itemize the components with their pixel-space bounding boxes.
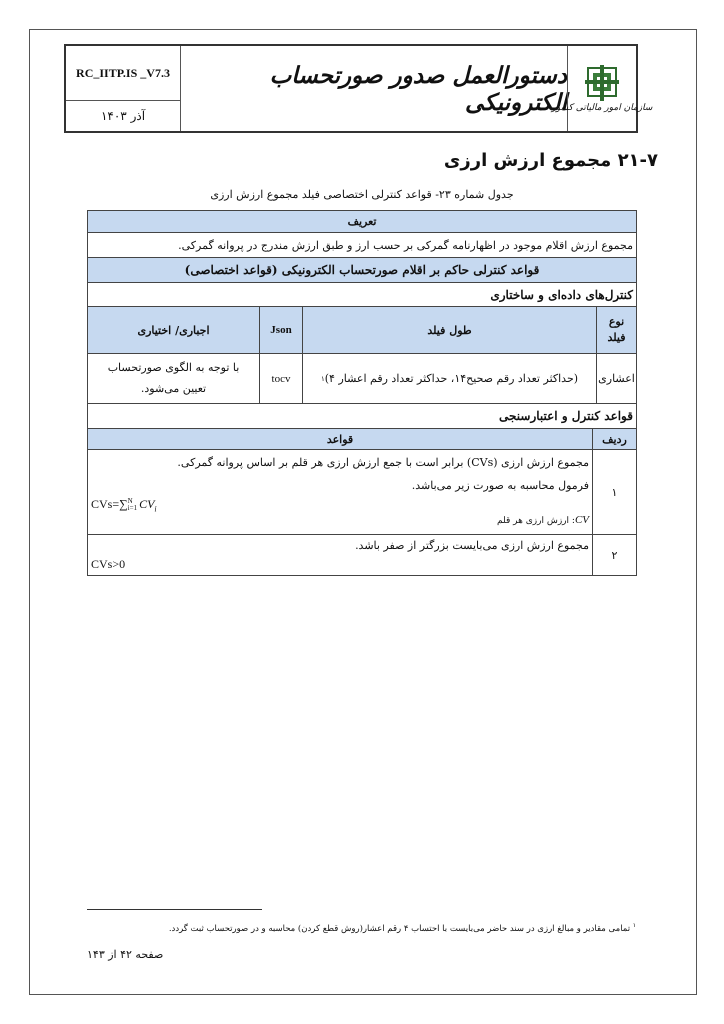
- rule-number: ۲: [592, 535, 636, 575]
- section-title: ۲۱-۷ مجموع ارزش ارزی: [443, 150, 658, 171]
- rule-note: CV: ارزش ارزی هر قلم: [497, 514, 589, 526]
- definition-header-row: [88, 211, 636, 233]
- col-type: نوع فیلد: [596, 307, 636, 353]
- footnote-text: تمامی مقادیر و مبالغ ارزی در سند حاضر می‌بایست با احتساب ۴ رقم اعشار(روش قطع کردن) محاسبه و در صورتحساب ثبت گردد.: [168, 923, 631, 934]
- table-row: [88, 450, 636, 535]
- col-mandatory: اجباری/ اختیاری: [137, 323, 210, 337]
- header-meta: [66, 46, 181, 131]
- structure-header: کنترل‌های داده‌ای و ساختاری: [490, 287, 633, 302]
- structure-header-row: [88, 283, 636, 307]
- col-rules: قواعد: [326, 432, 354, 446]
- definition-row: [88, 233, 636, 258]
- col-row-number: ردیف: [592, 429, 636, 449]
- rule-content: [88, 535, 592, 575]
- rule-content: [88, 450, 592, 534]
- col-json: Json: [259, 307, 302, 353]
- columns-header-row: [88, 307, 636, 354]
- validation-header: قواعد کنترل و اعتبارسنجی: [499, 409, 633, 423]
- rule-text: مجموع ارزش ارزی می‌بایست بزرگتر از صفر باشد.: [355, 539, 589, 552]
- footnote-divider: [87, 909, 262, 910]
- logo-emblem-icon: [585, 65, 619, 101]
- document-date: آذر ۱۴۰۳: [100, 109, 146, 123]
- document-header: [64, 44, 653, 133]
- footnote-ref: ۱: [320, 374, 325, 383]
- rules-table: [87, 210, 637, 576]
- rule-number: ۱: [592, 450, 636, 534]
- rules-header: قواعد کنترلی حاکم بر اقلام صورتحساب الکترونیکی (قواعد اختصاصی): [184, 263, 540, 277]
- field-mandatory: با توجه به الگوی صورتحساب تعیین می‌شود.: [107, 360, 240, 395]
- validation-columns-row: [88, 429, 636, 450]
- organization-logo: [551, 46, 653, 131]
- rule-formula: CVs>0: [91, 557, 126, 571]
- col-length: طول فیلد: [302, 307, 596, 353]
- rule-text: مجموع ارزش ارزی (CVs) برابر است با جمع ارزش ارزی هر قلم بر اساس پروانه گمرکی.: [177, 456, 589, 469]
- page-number: صفحه ۴۲ از ۱۴۳: [87, 948, 164, 961]
- field-type: اعشاری: [596, 354, 636, 403]
- rule-text: فرمول محاسبه به صورت زیر می‌باشد.: [411, 479, 589, 492]
- field-json: tocv: [259, 354, 302, 403]
- definition-header: تعریف: [347, 215, 377, 228]
- rules-header-row: [88, 258, 636, 283]
- validation-header-row: [88, 404, 636, 429]
- footnote: [169, 922, 636, 934]
- table-row: [88, 535, 636, 575]
- field-row: [88, 354, 636, 404]
- definition-text: مجموع ارزش اقلام موجود در اظهارنامه گمرکی بر حسب ارز و طبق ارزش مندرج در پروانه گمرکی.: [178, 238, 633, 252]
- rule-formula: CVs=∑ N i=1 $CV_i$: [91, 497, 157, 514]
- document-title: دستورالعمل صدور صورتحساب الکترونیکی: [269, 61, 567, 116]
- document-code: RC_IITP.IS _V7.3: [66, 46, 180, 101]
- field-length: (حداکثر تعداد رقم صحیح۱۴، حداکثر تعداد رقم اعشار ۴) ۱: [302, 354, 596, 403]
- organization-name: سازمان امور مالیاتی کشور: [551, 102, 653, 113]
- table-caption: جدول شماره ۲۳- قواعد کنترلی اختصاصی فیلد مجموع ارزش ارزی: [210, 188, 514, 201]
- footnote-mark: ۱: [632, 922, 636, 929]
